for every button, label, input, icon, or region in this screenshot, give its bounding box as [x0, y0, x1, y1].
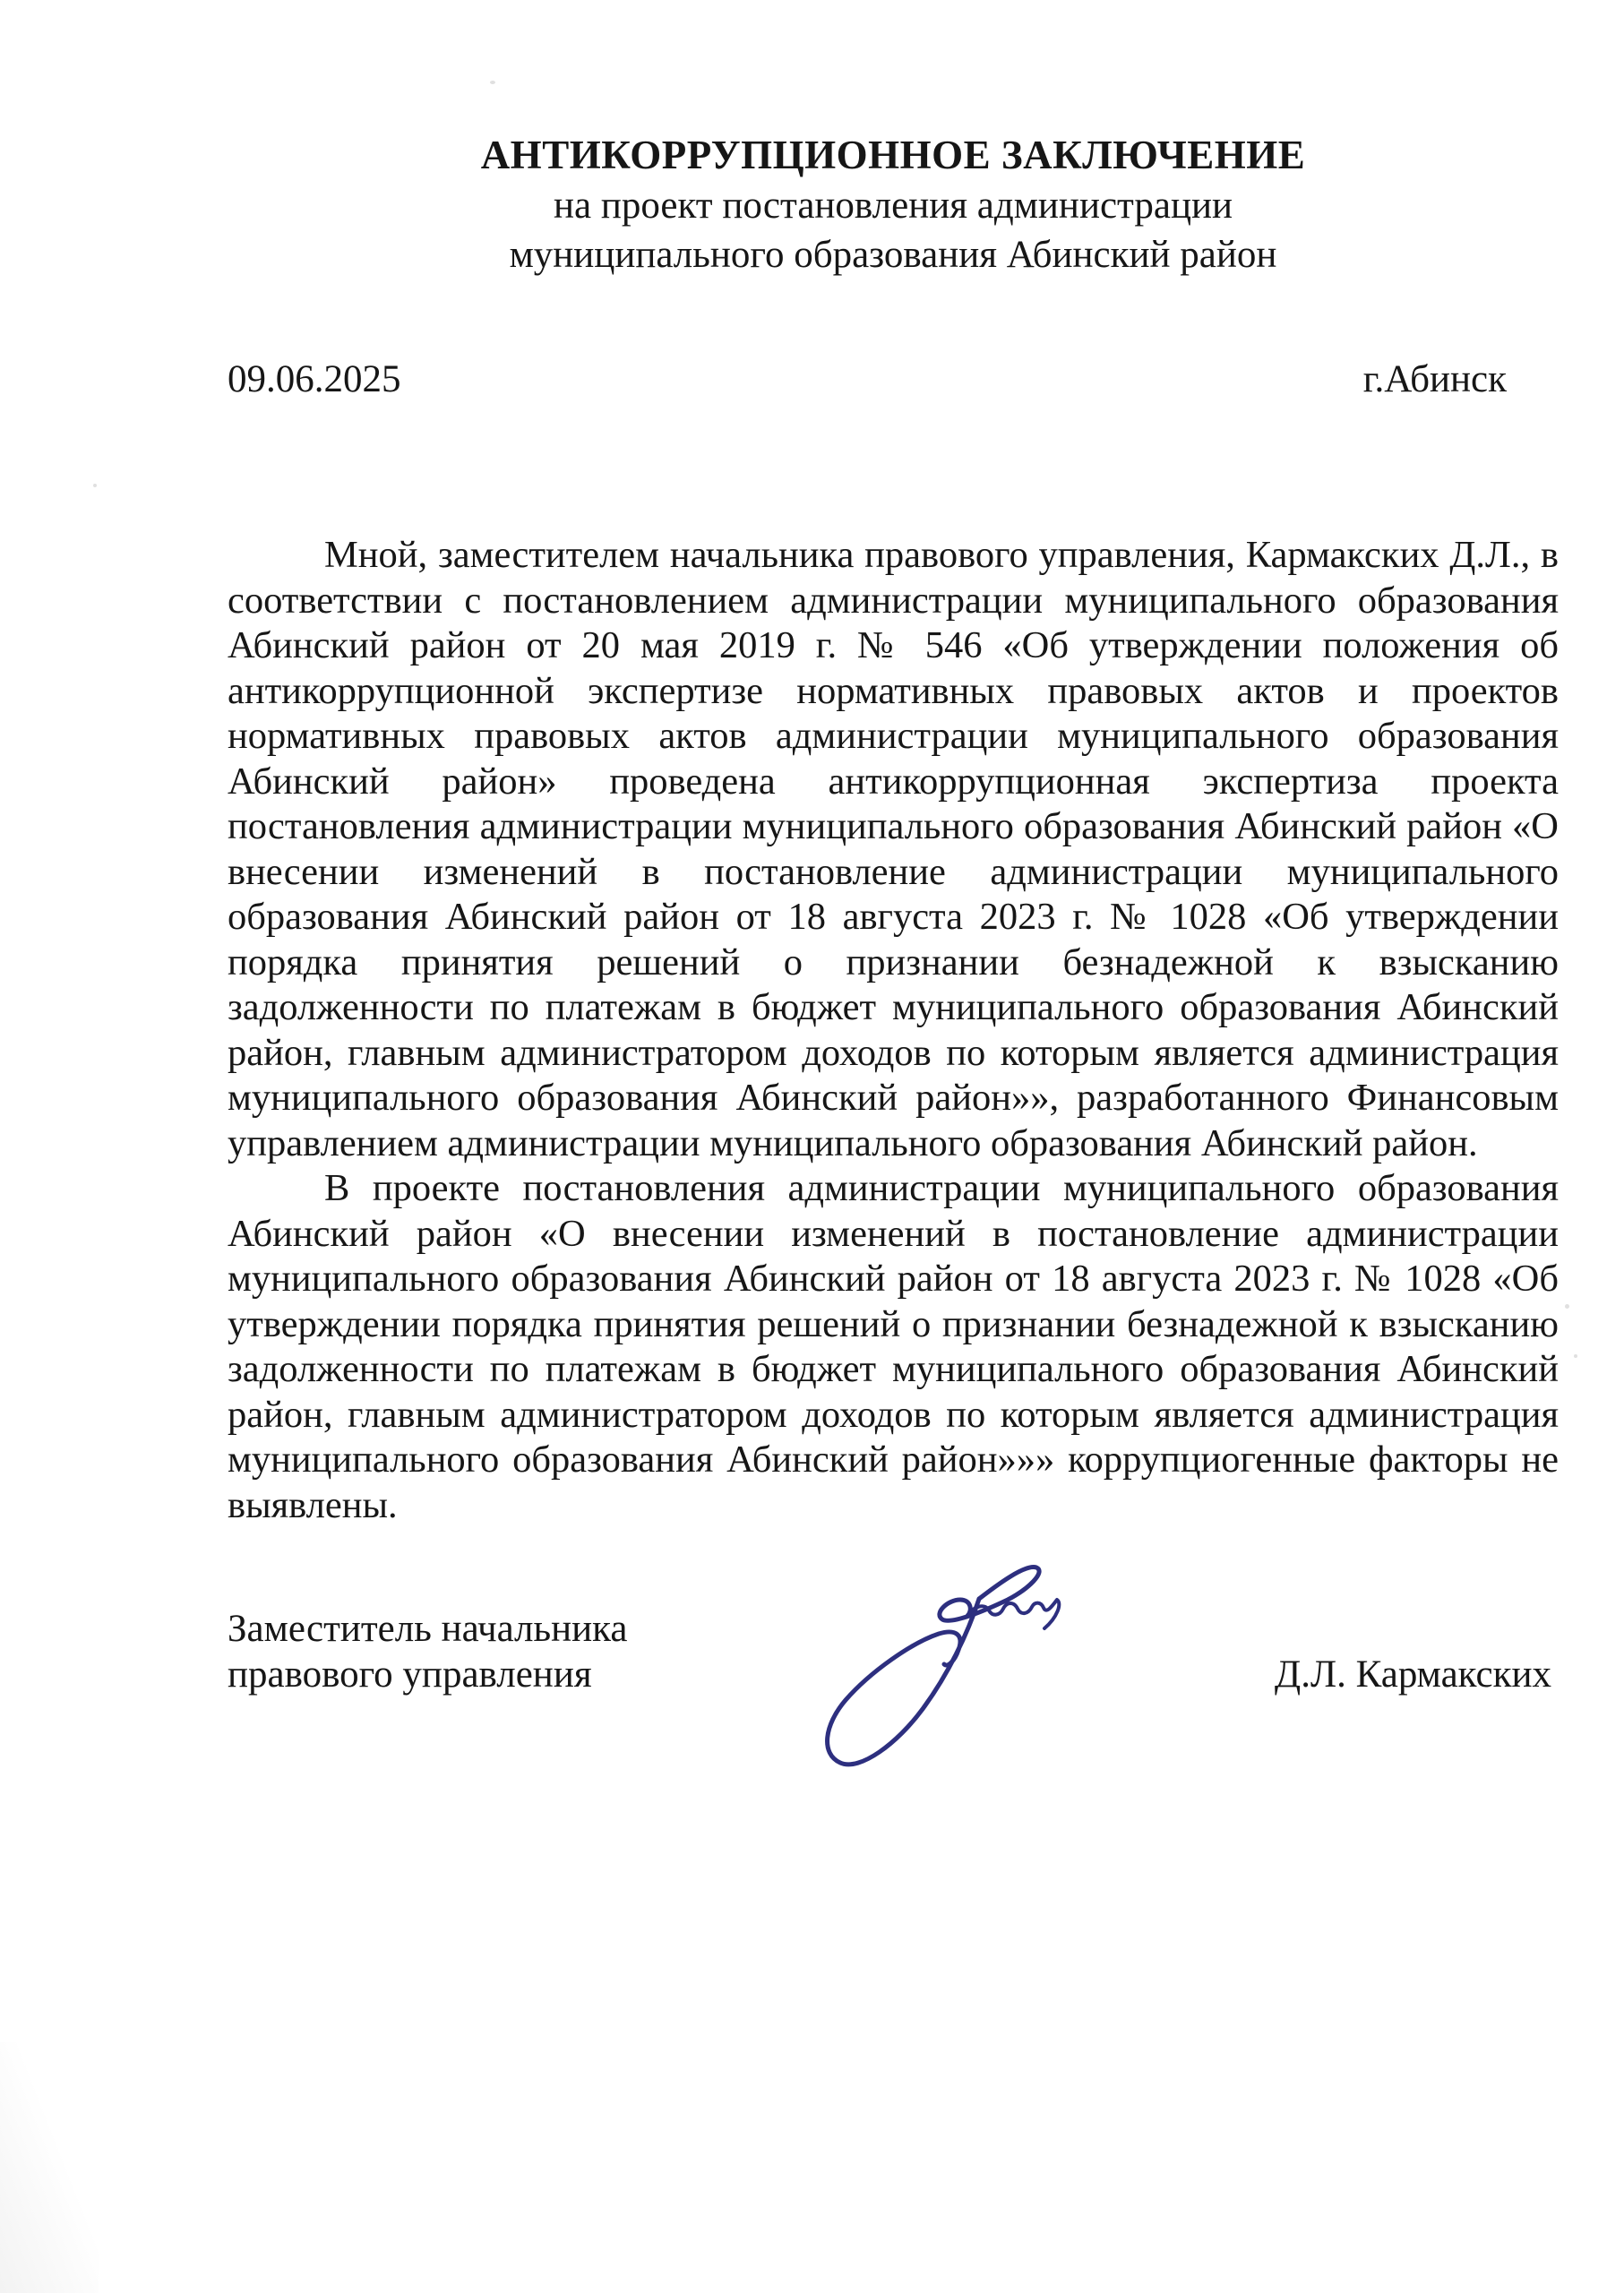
scan-speck — [1574, 1354, 1577, 1358]
document-subtitle-line1: на проект постановления администрации — [554, 185, 1233, 227]
scan-speck — [1565, 1304, 1569, 1309]
scan-speck — [93, 484, 97, 487]
document-body — [228, 533, 1559, 1528]
paragraph-conclusion: В проекте постановления администрации муниципального образования Абинский район «О внесении изменений в постановление администрации муниципального образования Абинский район от 18 августа 2023 г. № 1028 «Об утверждении порядка принятия решений о признании безнадежной к взысканию задолженности по платежам в бюджет муниципального образования Абинский район, главным администратором доходов по которым является администрация муниципального образования Абинский район»»» коррупциогенные факторы не выявлены. — [228, 1167, 1559, 1526]
signer-position-line1: Заместитель начальника — [228, 1608, 628, 1650]
scan-corner-smudge — [0, 2042, 99, 2293]
signature-stroke-main-loop — [828, 1599, 979, 1765]
handwritten-signature-icon — [806, 1550, 1147, 1845]
document-header — [228, 130, 1559, 279]
document-place: г.Абинск — [1362, 358, 1507, 400]
signer-position-line2: правового управления — [228, 1653, 592, 1696]
scan-speck — [490, 81, 495, 84]
date-place-row — [228, 356, 1559, 402]
document-title: АНТИКОРРУПЦИОННОЕ ЗАКЛЮЧЕНИЕ — [480, 133, 1306, 177]
document-date: 09.06.2025 — [228, 358, 401, 400]
signature-stroke-squiggle-tail — [967, 1600, 1059, 1628]
signer-name: Д.Л. Кармакских — [1274, 1653, 1551, 1696]
paragraph-expertise: Мной, заместителем начальника правового управления, Кармакских Д.Л., в соответствии с постановлением администрации муниципального образования Абинский район от 20 мая 2019 г. № 546 «Об утверждении положения об антикоррупционной экспертизе нормативных правовых актов и проектов нормативных правовых актов администрации муниципального образования Абинский район» проведена антикоррупционная экспертиза проекта постановления администрации муниципального образования Абинский район «О внесении изменений в постановление администрации муниципального образования Абинский район от 18 августа 2023 г. № 1028 «Об утверждении порядка принятия решений о признании безнадежной к взысканию задолженности по платежам в бюджет муниципального образования Абинский район, главным администратором доходов по которым является администрация муниципального образования Абинский район»», разработанного Финансовым управлением администрации муниципального образования Абинский район. — [228, 534, 1559, 1164]
document-subtitle-line2: муниципального образования Абинский район — [509, 234, 1277, 276]
